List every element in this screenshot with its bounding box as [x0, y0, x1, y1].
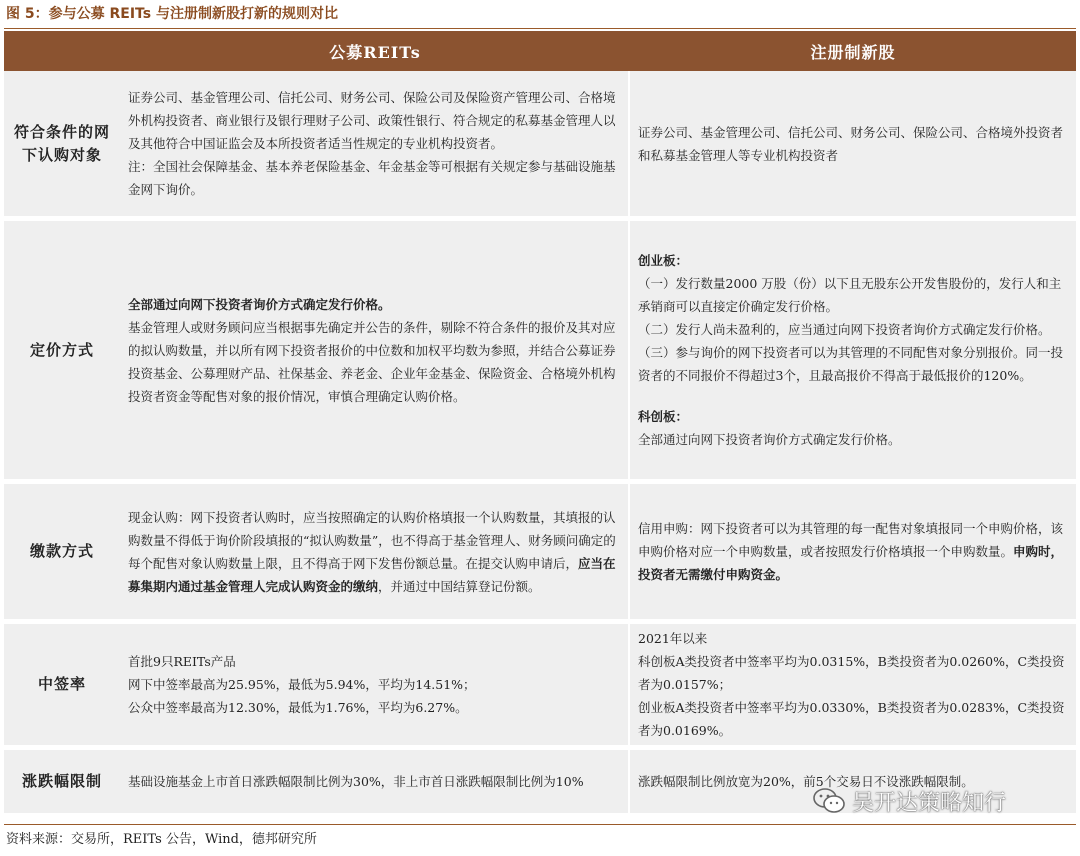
comparison-table	[4, 31, 1076, 818]
reits-limit-text: 基础设施基金上市首日涨跌幅限制比例为30%，非上市首日涨跌幅限制比例为10%	[128, 774, 584, 789]
spacer	[638, 387, 1068, 405]
reits-pricing-body: 基金管理人或财务顾问应当根据事先确定并公告的条件，剔除不符合条件的报价及其对应的拟认购数量，并以所有网下投资者报价的中位数和加权平均数为参照，并结合公募证券投资基金、公募理财产品、社保基金、养老金、企业年金基金、保险资金、合格境外机构投资者资金等配售对象的报价情况，审慎合理确定认购价格。	[128, 319, 616, 404]
cell-reits-payment	[120, 484, 630, 624]
reits-lottery-line: 公众中签率最高为12.30%，最低为1.76%，平均为6.27%。	[128, 700, 468, 715]
reits-pricing-bold: 全部通过向网下投资者询价方式确定发行价格。	[128, 296, 391, 312]
row-label-lottery: 中签率	[4, 624, 120, 750]
reits-payment-text	[128, 506, 620, 598]
row-label-payment: 缴款方式	[4, 484, 120, 624]
table-row	[4, 71, 1076, 221]
header-ipo: 注册制新股	[630, 31, 1076, 71]
ipo-payment-text	[638, 517, 1068, 586]
ipo-lottery-line: 创业板A类投资者中签率平均为0.0330%，B类投资者为0.0283%，C类投资者为0.0169%。	[638, 700, 1065, 738]
ipo-lottery-line: 2021年以来	[638, 631, 708, 646]
reits-payment-tail: ，并通过中国结算登记份额。	[378, 578, 541, 594]
cell-ipo-eligible	[630, 71, 1076, 221]
figure-title: 图 5：参与公募 REITs 与注册制新股打新的规则对比	[6, 6, 338, 22]
cell-reits-limit	[120, 750, 630, 818]
star-title: 科创板：	[638, 409, 689, 424]
source-note: 资料来源：交易所，REITs 公告，Wind，德邦研究所	[6, 832, 317, 847]
table-row	[4, 221, 1076, 484]
reits-lottery-line: 网下中签率最高为25.95%，最低为5.94%，平均为14.51%；	[128, 677, 476, 692]
wechat-icon	[812, 786, 846, 816]
table-row	[4, 484, 1076, 624]
row-label-limit: 涨跌幅限制	[4, 750, 120, 818]
header-reits: 公募REITs	[120, 31, 630, 71]
chinext-item: （二）发行人尚未盈利的，应当通过向网下投资者询价方式确定发行价格。	[638, 322, 1051, 337]
title-divider	[4, 28, 1076, 29]
row-label-pricing: 定价方式	[4, 221, 120, 484]
header-blank	[4, 31, 120, 71]
table-header-row	[4, 31, 1076, 71]
table-row	[4, 624, 1076, 750]
cell-ipo-lottery	[630, 624, 1076, 750]
cell-reits-pricing	[120, 221, 630, 484]
ipo-eligible-text: 证券公司、基金管理公司、信托公司、财务公司、保险公司、合格境外投资者和私募基金管理人等专业机构投资者	[638, 124, 1064, 163]
ipo-limit-text: 涨跌幅限制比例放宽为20%，前5个交易日不设涨跌幅限制。	[638, 774, 974, 789]
cell-ipo-payment	[630, 484, 1076, 624]
cell-reits-eligible	[120, 71, 630, 221]
watermark	[812, 781, 1006, 821]
footer-divider	[4, 824, 1076, 825]
ipo-payment-main: 信用申购：网下投资者可以为其管理的每一配售对象填报同一个申购价格，该申购价格对应一个申购数量，或者按照发行价格填报一个申购数量。	[638, 521, 1064, 559]
reits-eligible-text: 证券公司、基金管理公司、信托公司、财务公司、保险公司及保险资产管理公司、合格境外机构投资者、商业银行及银行理财子公司、政策性银行、符合规定的私募基金管理人以及其他符合中国证监会及本所投资者适当性规定的专业机构投资者。	[128, 90, 616, 151]
star-text: 全部通过向网下投资者询价方式确定发行价格。	[638, 432, 901, 447]
chinext-title: 创业板：	[638, 253, 689, 268]
chinext-item: （三）参与询价的网下投资者可以为其管理的不同配售对象分别报价。同一投资者的不同报价不得超过3个，且最高报价不得高于最低报价的120%。	[638, 345, 1064, 383]
ipo-payment-bold: 申购时，投资者无需缴付申购资金。	[638, 544, 1064, 582]
ipo-lottery-line: 科创板A类投资者中签率平均为0.0315%，B类投资者为0.0260%，C类投资者为0.0157%；	[638, 654, 1065, 692]
reits-lottery-line: 首批9只REITs产品	[128, 654, 236, 669]
cell-reits-lottery	[120, 624, 630, 750]
reits-payment-main: 现金认购：网下投资者认购时，应当按照确定的认购价格填报一个认购数量，其填报的认购数量不得低于询价阶段填报的“拟认购数量”，也不得高于基金管理人、财务顾问确定的每个配售对象认购数量上限，且不得高于网下发售份额总量。在提交认购申请后，	[128, 509, 616, 571]
watermark-text: 吴开达策略知行	[852, 790, 1007, 816]
reits-eligible-note: 注：全国社会保障基金、基本养老保险基金、年金基金等可根据有关规定参与基础设施基金网下询价。	[128, 159, 616, 197]
reits-payment-bold: 应当在募集期内通过基金管理人完成认购资金的缴纳	[128, 555, 616, 594]
chinext-item: （一）发行数量2000 万股（份）以下且无股东公开发售股份的，发行人和主承销商可以直接定价确定发行价格。	[638, 276, 1062, 314]
cell-ipo-pricing	[630, 221, 1076, 484]
row-label-eligible: 符合条件的网下认购对象	[4, 71, 120, 221]
